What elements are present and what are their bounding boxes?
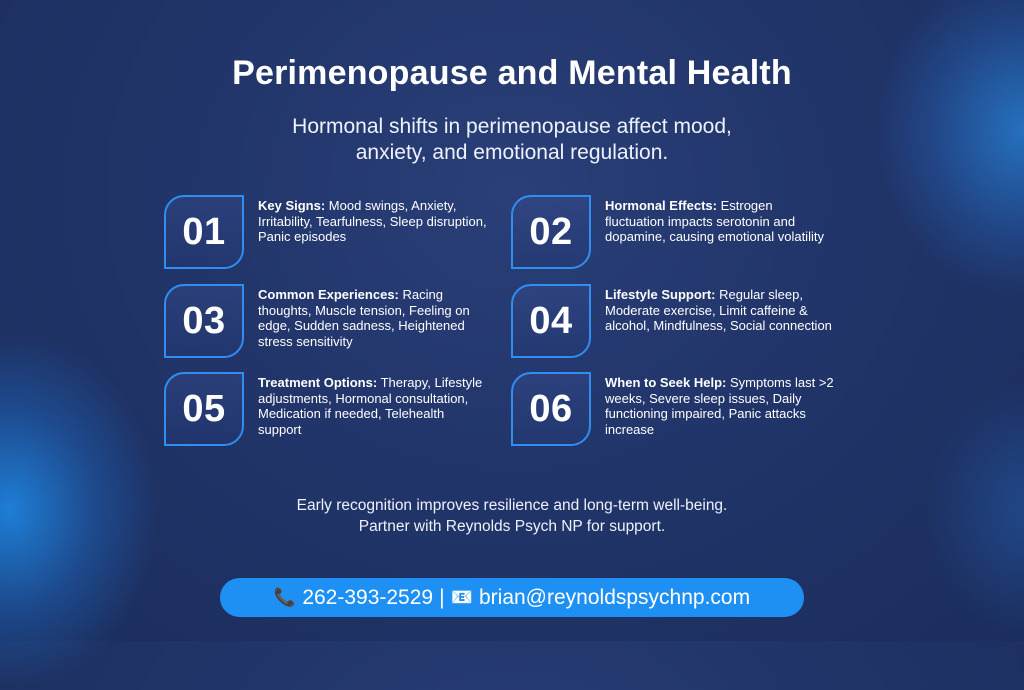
page-title: Perimenopause and Mental Health: [232, 54, 792, 92]
badge-number: 03: [182, 299, 226, 342]
email-address[interactable]: brian@reynoldspsychnp.com: [478, 585, 751, 609]
number-badge: [511, 284, 591, 358]
card-description: [605, 198, 835, 245]
card-heading: Treatment Options:: [258, 375, 378, 390]
badge-number: 06: [529, 387, 573, 430]
card-key-signs: [164, 195, 487, 269]
footer-message: [212, 495, 812, 537]
phone-icon: 📞: [273, 587, 297, 607]
card-hormonal-effects: [511, 195, 831, 269]
background-glow-right: [874, 0, 1024, 300]
card-description: [605, 287, 835, 334]
card-text: Regular sleep, Moderate exercise, Limit caffeine & alcohol, Mindfulness, Social connection: [605, 287, 832, 334]
background-glow-right-bottom: [924, 380, 1024, 640]
card-description: [258, 198, 488, 245]
card-text: Symptoms last >2 weeks, Severe sleep issues, Daily functioning impaired, Panic attacks increase: [605, 375, 834, 437]
card-when-to-seek-help: [511, 372, 834, 446]
card-text: Estrogen fluctuation impacts serotonin and dopamine, causing emotional volatility: [605, 198, 824, 245]
footer-line-2: Partner with Reynolds Psych NP for support.: [358, 518, 666, 535]
number-badge: [511, 195, 591, 269]
card-text: Racing thoughts, Muscle tension, Feeling on edge, Sudden sadness, Heightened stress sensitivity: [258, 287, 470, 349]
card-lifestyle-support: [511, 284, 831, 358]
card-heading: When to Seek Help:: [605, 375, 727, 390]
card-description: [258, 287, 488, 349]
card-common-experiences: [164, 284, 484, 358]
badge-number: 04: [529, 299, 573, 342]
card-heading: Lifestyle Support:: [605, 287, 716, 302]
page-subtitle: Hormonal shifts in perimenopause affect mood, anxiety, and emotional regulation.: [292, 115, 732, 164]
number-badge: [511, 372, 591, 446]
card-heading: Hormonal Effects:: [605, 198, 717, 213]
card-text: Mood swings, Anxiety, Irritability, Tearfulness, Sleep disruption, Panic episodes: [258, 198, 487, 245]
badge-number: 01: [182, 210, 226, 253]
number-badge: [164, 195, 244, 269]
badge-number: 02: [529, 210, 573, 253]
badge-number: 05: [182, 387, 226, 430]
number-badge: [164, 372, 244, 446]
card-description: [605, 375, 835, 437]
footer-line-1: Early recognition improves resilience and long-term well-being.: [296, 497, 728, 514]
card-heading: Key Signs:: [258, 198, 326, 213]
background-glow-left: [0, 330, 160, 690]
card-heading: Common Experiences:: [258, 287, 399, 302]
phone-number[interactable]: 262-393-2529: [302, 585, 434, 609]
contact-separator: |: [439, 585, 445, 609]
card-text: Therapy, Lifestyle adjustments, Hormonal consultation, Medication if needed, Telehealth support: [258, 375, 483, 437]
card-description: [258, 375, 488, 437]
number-badge: [164, 284, 244, 358]
contact-bar: [220, 578, 804, 617]
card-treatment-options: [164, 372, 484, 446]
email-icon: 📧: [450, 587, 473, 607]
